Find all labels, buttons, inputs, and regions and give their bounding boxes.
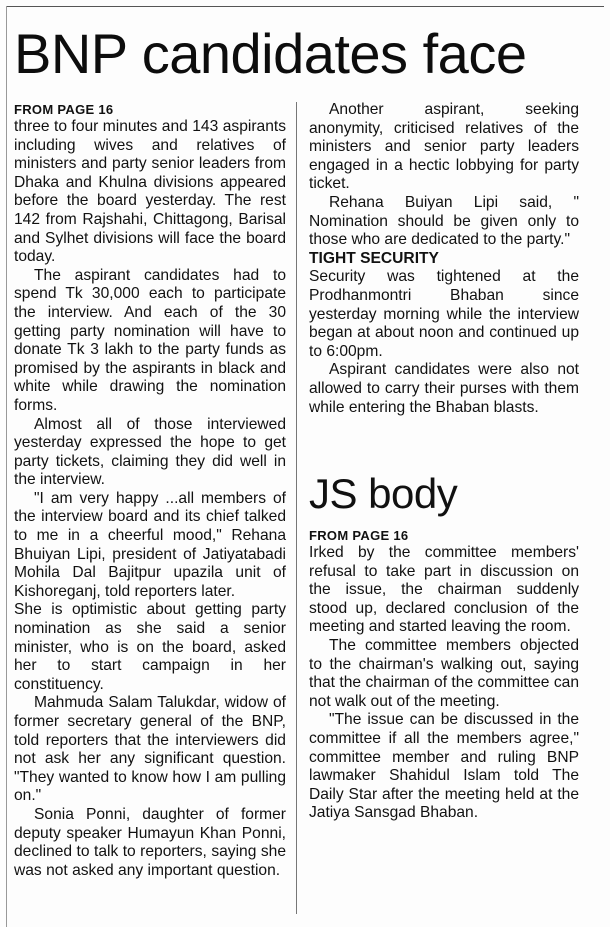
article-paragraph: Mahmuda Salam Talukdar, widow of former secretary general of the BNP, told reporters that the interviewers did not ask her any significant question. "They wanted to know how I am pulling on." <box>14 694 286 805</box>
left-rule <box>6 6 7 927</box>
security-subhead: TIGHT SECURITY <box>309 249 439 267</box>
article-paragraph: three to four minutes and 143 aspirants including wives and relatives of ministers and party senior leaders from Dhaka and Khulna divisions appeared before the board yesterday. The rest 142 from Rajshahi, Chittagong, Barisal and Sylhet divisions will face the board today. <box>14 118 286 266</box>
top-rule <box>6 6 604 7</box>
column-divider <box>296 102 297 914</box>
js-body-headline: JS body <box>309 470 458 518</box>
article-paragraph: Irked by the committee members' refusal to take part in discussion on the issue, the chairman suddenly stood up, declared conclusion of the meeting and started leaving the room. <box>309 544 579 636</box>
article-paragraph: Aspirant candidates were also not allowed to carry their purses with them while entering the Bhaban blasts. <box>309 361 579 416</box>
article-paragraph: Sonia Ponni, daughter of former deputy speaker Humayun Khan Ponni, declined to talk to reporters, saying she was not asked any important question. <box>14 805 286 879</box>
js-body-kicker: FROM PAGE 16 <box>309 528 409 544</box>
article-paragraph: Almost all of those interviewed yesterday expressed the hope to get party tickets, claiming they did well in the interview. <box>14 415 286 489</box>
right-column <box>309 101 579 823</box>
article-paragraph: She is optimistic about getting party nomination as she said a senior minister, who is on the board, asked her to start campaign in her constituency. <box>14 601 286 693</box>
article-paragraph: The committee members objected to the chairman's walking out, saying that the chairman of the committee can not walk out of the meeting. <box>309 637 579 710</box>
article-paragraph: Another aspirant, seeking anonymity, criticised relatives of the ministers and senior party leaders engaged in a hectic lobbying for party ticket. <box>309 101 579 193</box>
article-paragraph: The aspirant candidates had to spend Tk 30,000 each to participate the interview. And each of the 30 getting party nomination will have to donate Tk 3 lakh to the party funds as promised by the aspirants in black and white while drawing the nomination forms. <box>14 266 286 414</box>
main-headline: BNP candidates face <box>14 22 527 85</box>
article-paragraph: Security was tightened at the Prodhanmontri Bhaban since yesterday morning while the interview began at about noon and continued up to 6:00pm. <box>309 268 579 360</box>
article-paragraph: "The issue can be discussed in the committee if all the members agree," committee member and ruling BNP lawmaker Shahidul Islam told The Daily Star after the meeting held at the Jatiya Sansgad Bhaban. <box>309 711 579 822</box>
article-paragraph: Rehana Buiyan Lipi said, " Nomination should be given only to those who are dedicated to the party." <box>309 193 579 249</box>
article-paragraph: "I am very happy ...all members of the interview board and its chief talked to me in a cheerful mood," Rehana Bhuiyan Lipi, president of Jatiyatabadi Mohila Dal Bajitpur upazila unit of Kishoreganj, told reporters later. <box>14 489 286 600</box>
main-kicker: FROM PAGE 16 <box>14 102 114 117</box>
left-column <box>14 101 286 880</box>
